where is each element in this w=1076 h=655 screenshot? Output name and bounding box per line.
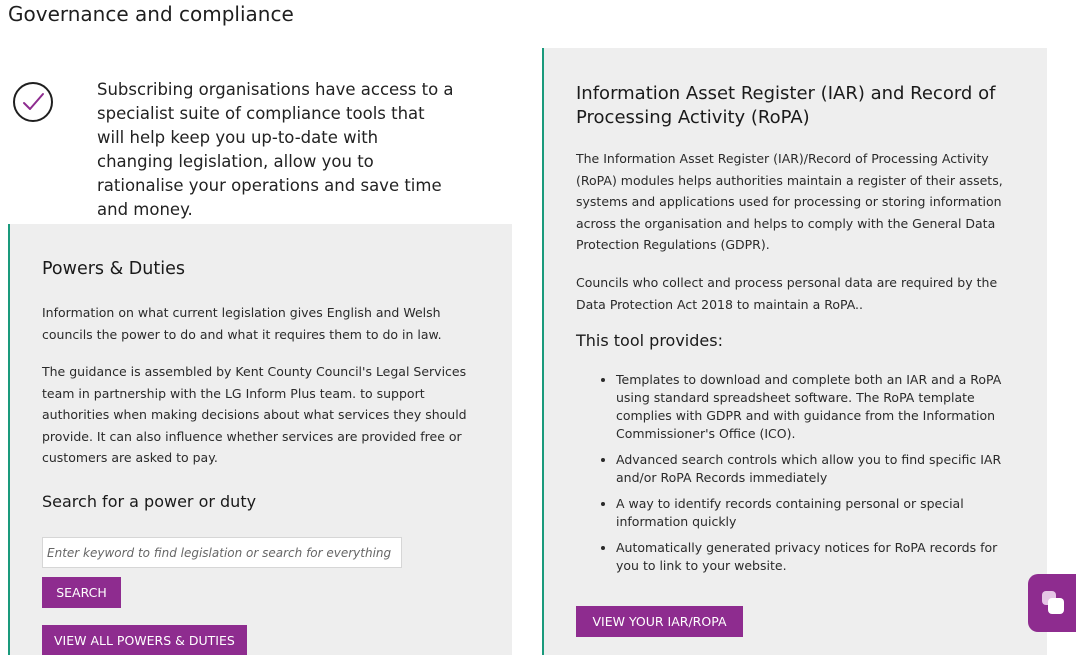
- search-button[interactable]: SEARCH: [42, 577, 121, 608]
- powers-duties-title: Powers & Duties: [42, 259, 185, 279]
- powers-duties-panel: [8, 224, 512, 655]
- list-item: • Automatically generated privacy notices for RoPA records for you to link to your website.: [616, 539, 1016, 575]
- intro-text: Subscribing organisations have access to a specialist suite of compliance tools that will help keep you up-to-date with changing legislation, allow you to rationalise your operations and save time and money.: [97, 80, 454, 219]
- search-heading: Search for a power or duty: [42, 492, 257, 511]
- iar-ropa-title: Information Asset Register (IAR) and Record of Processing Activity (RoPA): [576, 83, 996, 128]
- powers-duties-description: Information on what current legislation gives English and Welsh councils the power to do and what it requires them to do in law.: [42, 305, 442, 342]
- iar-ropa-panel: [542, 48, 1047, 655]
- tool-provides-heading: This tool provides:: [576, 331, 723, 350]
- chat-button[interactable]: [1028, 574, 1076, 632]
- list-item: • A way to identify records containing personal or special information quickly: [616, 495, 1016, 531]
- iar-ropa-requirement: Councils who collect and process personal data are required by the Data Protection Act 2018 to maintain a RoPA..: [576, 275, 998, 312]
- check-circle-icon: [12, 81, 54, 123]
- view-all-powers-duties-button[interactable]: VIEW ALL POWERS & DUTIES: [42, 625, 247, 655]
- list-item: • Templates to download and complete both an IAR and a RoPA using standard spreadsheet software. The RoPA template complies with GDPR and with guidance from the Information Commissioner's Office (ICO).: [616, 371, 1016, 443]
- iar-ropa-description: The Information Asset Register (IAR)/Record of Processing Activity (RoPA) modules helps authorities maintain a register of their assets, systems and applications used for processing or storing information across the organisation and helps to comply with the General Data Protection Regulations (GDPR).: [576, 151, 1003, 252]
- search-input[interactable]: [42, 537, 402, 568]
- page-title: Governance and compliance: [8, 2, 294, 26]
- chat-icon-front: [1048, 598, 1064, 614]
- powers-duties-guidance: The guidance is assembled by Kent County Council's Legal Services team in partnership with the LG Inform Plus team. to support authorities when making decisions about what services they should provide. It can also influence whether services are provided free or customers are asked to pay.: [42, 364, 467, 465]
- list-item: • Advanced search controls which allow you to find specific IAR and/or RoPA Records immediately: [616, 451, 1016, 487]
- tool-features-list: [576, 371, 1016, 583]
- view-iar-ropa-button[interactable]: VIEW YOUR IAR/ROPA: [576, 606, 743, 637]
